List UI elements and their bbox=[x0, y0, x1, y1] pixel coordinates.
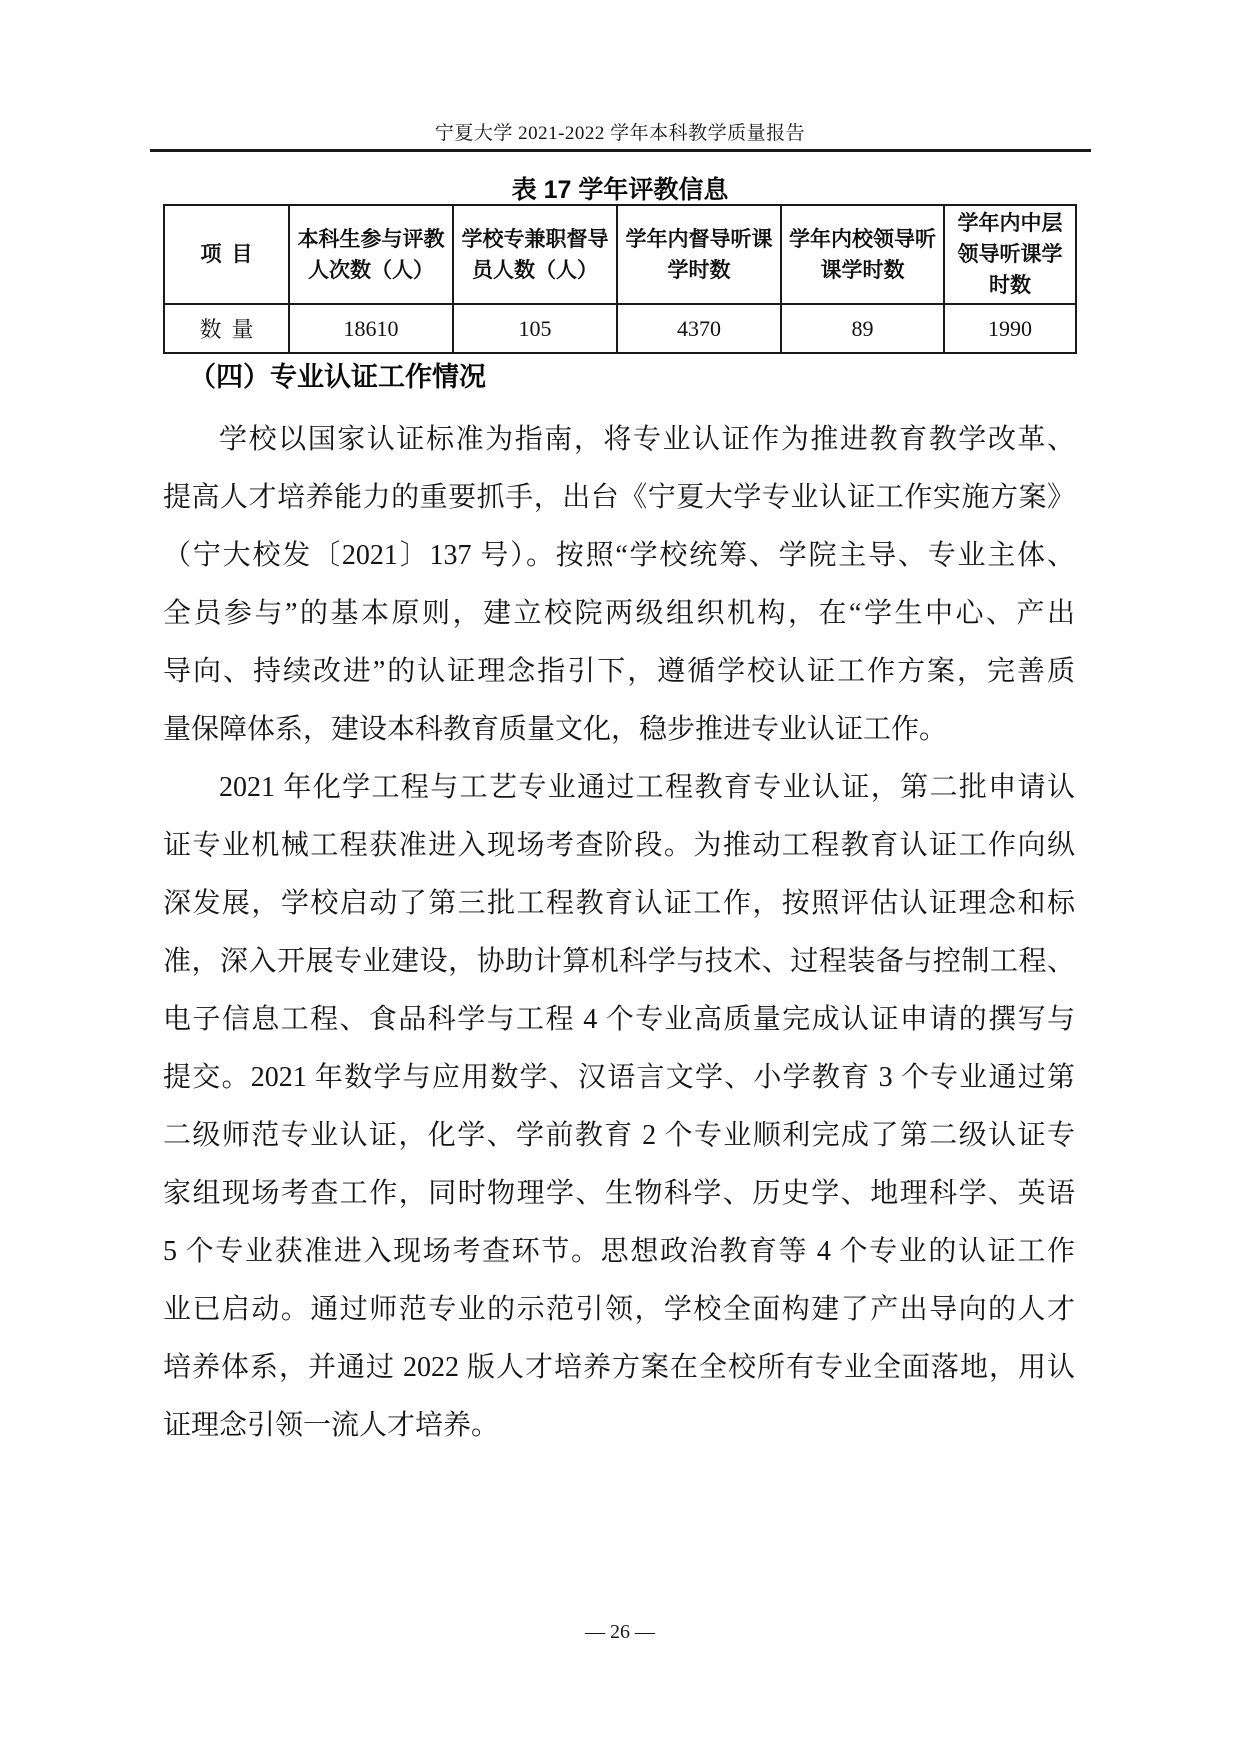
page-header-title: 宁夏大学 2021-2022 学年本科教学质量报告 bbox=[434, 123, 806, 144]
paragraph-line: 业已启动。通过师范专业的示范引领，学校全面构建了产出导向的人才 bbox=[163, 1294, 1075, 1325]
paragraph-line: 导向、持续改进”的认证理念指引下，遵循学校认证工作方案，完善质 bbox=[163, 656, 1075, 687]
paragraph-1 bbox=[163, 411, 1075, 759]
table-header-supervisors: 学校专兼职督导员人数（人） bbox=[453, 205, 617, 304]
table-caption: 表 17 学年评教信息 bbox=[511, 176, 729, 204]
paragraph-line: 提交。2021 年数学与应用数学、汉语言文学、小学教育 3 个专业通过第 bbox=[163, 1062, 1075, 1093]
table-cell-supervisor-hours: 4370 bbox=[617, 304, 781, 353]
paragraph-line: 培养体系，并通过 2022 版人才培养方案在全校所有专业全面落地，用认 bbox=[163, 1352, 1075, 1383]
paragraph-line: 电子信息工程、食品科学与工程 4 个专业高质量完成认证申请的撰写与 bbox=[163, 1004, 1075, 1035]
paragraph-line: 5 个专业获准进入现场考查环节。思想政治教育等 4 个专业的认证工作 bbox=[163, 1236, 1075, 1267]
paragraph-line: 2021 年化学工程与工艺专业通过工程教育专业认证，第二批申请认 bbox=[219, 772, 1075, 803]
table-cell-supervisors: 105 bbox=[453, 304, 617, 353]
paragraph-line: 家组现场考查工作，同时物理学、生物科学、历史学、地理科学、英语 bbox=[163, 1178, 1075, 1209]
section-heading: （四）专业认证工作情况 bbox=[189, 362, 486, 392]
header-rule bbox=[150, 149, 1091, 152]
table-header-undergrad-evaluators: 本科生参与评教人次数（人） bbox=[289, 205, 453, 304]
table-cell-school-leader-hours: 89 bbox=[781, 304, 944, 353]
paragraph-line: 二级师范专业认证，化学、学前教育 2 个专业顺利完成了第二级认证专 bbox=[163, 1120, 1075, 1151]
paragraph-line: 准，深入开展专业建设，协助计算机科学与技术、过程装备与控制工程、 bbox=[163, 946, 1075, 977]
table-cell-undergrad-evaluators: 18610 bbox=[289, 304, 453, 353]
table-header-item: 项目 bbox=[164, 205, 289, 304]
paragraph-line: 提高人才培养能力的重要抓手，出台《宁夏大学专业认证工作实施方案》 bbox=[163, 482, 1075, 513]
paragraph-2 bbox=[163, 759, 1075, 1455]
paragraph-line: 深发展，学校启动了第三批工程教育认证工作，按照评估认证理念和标 bbox=[163, 888, 1075, 919]
paragraph-line: 学校以国家认证标准为指南，将专业认证作为推进教育教学改革、 bbox=[219, 424, 1075, 455]
table-header-row bbox=[164, 205, 1076, 304]
paragraph-line: 证理念引领一流人才培养。 bbox=[163, 1410, 500, 1441]
paragraph-line: （宁大校发〔2021〕137 号）。按照“学校统筹、学院主导、专业主体、 bbox=[163, 540, 1075, 571]
table-cell-mid-leader-hours: 1990 bbox=[944, 304, 1076, 353]
paragraph-line: 全员参与”的基本原则，建立校院两级组织机构，在“学生中心、产出 bbox=[163, 598, 1075, 629]
page-number: — 26 — bbox=[585, 1621, 655, 1643]
table-header-supervisor-hours: 学年内督导听课学时数 bbox=[617, 205, 781, 304]
table-row-label: 数量 bbox=[164, 304, 289, 353]
paragraph-line: 量保障体系，建设本科教育质量文化，稳步推进专业认证工作。 bbox=[163, 714, 948, 745]
table-data-row bbox=[164, 304, 1076, 353]
table-header-school-leader-hours: 学年内校领导听课学时数 bbox=[781, 205, 944, 304]
table-header-mid-leader-hours: 学年内中层领导听课学时数 bbox=[944, 205, 1076, 304]
evaluation-table bbox=[163, 204, 1077, 354]
paragraph-line: 证专业机械工程获准进入现场考查阶段。为推动工程教育认证工作向纵 bbox=[163, 830, 1075, 861]
